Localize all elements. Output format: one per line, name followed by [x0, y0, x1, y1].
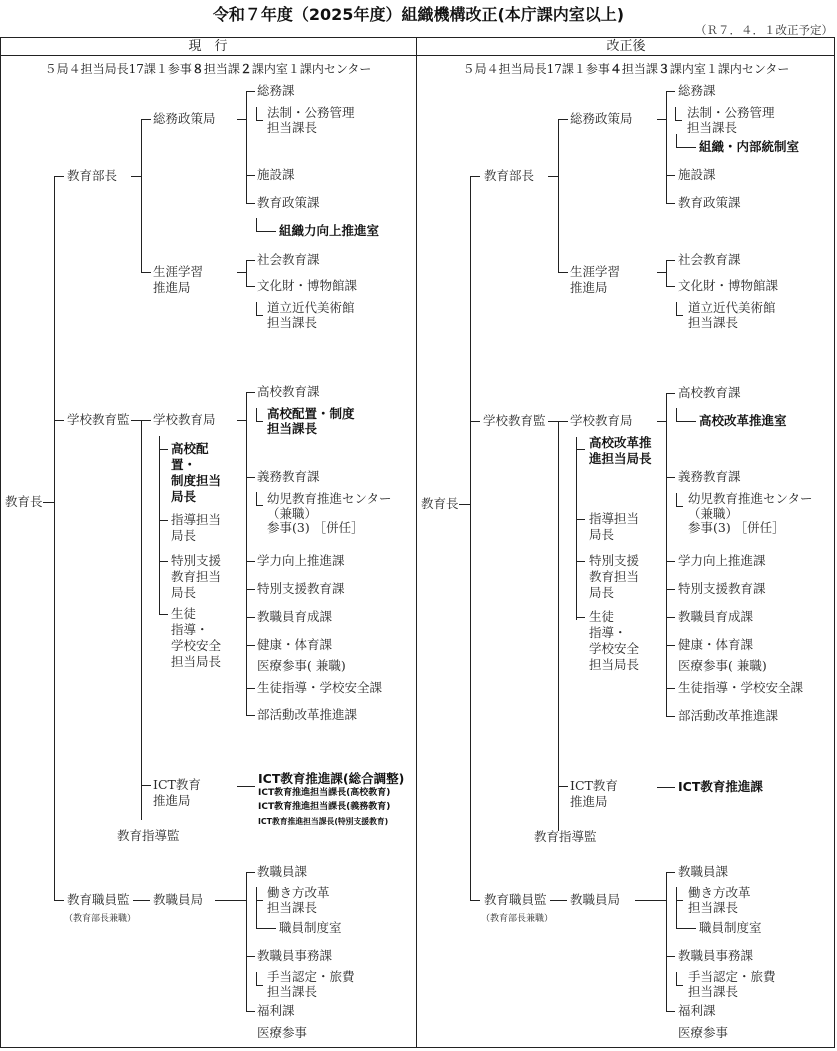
connector	[576, 519, 585, 520]
connector	[246, 589, 255, 590]
node-fukuri-ka: 福利課	[257, 1003, 295, 1018]
node-ikusei-ka: 教職員育成課	[257, 609, 333, 624]
node-gakkou-kyoku: 学校教育局	[153, 412, 216, 427]
node-bijutsukan-1: 道立近代美術館	[267, 300, 355, 315]
connector	[576, 437, 577, 620]
node-seido-shitsu: 職員制度室	[279, 920, 342, 935]
node-shisetsu-ka: 施設課	[678, 167, 716, 182]
connector	[54, 176, 64, 177]
connector	[676, 134, 677, 148]
node-shokuin-kyoku: 教職員局	[153, 892, 204, 907]
connector	[676, 147, 696, 148]
node-kyouikucho: 教育長	[421, 496, 459, 511]
node-kyouikubucho: 教育部長	[484, 168, 535, 183]
connector	[256, 985, 263, 986]
node-kenkou-ka: 健康・体育課	[678, 637, 754, 652]
node-seito-ka: 生徒指導・学校安全課	[257, 680, 383, 695]
node-haichi-kyokucho-2: 置・	[171, 457, 197, 472]
node-shokuin-kyoku: 教職員局	[570, 892, 621, 907]
connector	[141, 272, 151, 273]
connector	[676, 506, 683, 507]
summary-text: ５局４担当局長17課１参事	[44, 62, 192, 76]
connector	[666, 286, 675, 287]
node-tokubetsu-kyokucho-2: 教育担当	[171, 569, 222, 584]
summary-number: ４	[609, 62, 622, 76]
node-kaikaku-kyokucho-1: 高校改革推	[589, 435, 652, 450]
node-shougai-kyoku-1: 生涯学習	[570, 264, 621, 279]
connector	[666, 477, 675, 478]
connector	[256, 887, 257, 929]
connector	[246, 392, 247, 715]
connector	[666, 956, 675, 957]
node-seito-kyokucho-2: 指導・	[171, 622, 209, 637]
node-iryou-sanji: 医療参事	[678, 1025, 729, 1040]
node-seito-kyokucho-3: 学校安全	[171, 638, 222, 653]
connector	[54, 900, 64, 901]
node-gakuryoku-ka: 学力向上推進課	[257, 553, 345, 568]
connector	[666, 716, 675, 717]
summary-text: 担当課	[203, 62, 240, 76]
connector	[676, 900, 683, 901]
connector	[666, 561, 675, 562]
connector	[159, 436, 160, 614]
connector	[676, 315, 683, 316]
node-koukou-ka: 高校教育課	[257, 384, 320, 399]
summary-revised	[417, 60, 835, 78]
node-teate-1: 手当認定・旅費	[267, 969, 355, 984]
node-seito-kyokucho-4: 担当局長	[171, 654, 222, 669]
node-tokubetsu-kyokucho-1: 特別支援	[171, 553, 222, 568]
connector	[246, 260, 255, 261]
node-youji-kenshoku: （兼職）	[688, 506, 739, 521]
connector	[558, 421, 559, 831]
node-youji-kenshoku: （兼職）	[267, 506, 318, 521]
node-housei-2: 担当課長	[267, 120, 318, 135]
connector	[666, 617, 675, 618]
connector	[246, 872, 247, 1012]
node-housei-1: 法制・公務管理	[687, 105, 775, 120]
connector	[256, 120, 263, 121]
connector	[657, 787, 675, 788]
connector	[246, 175, 255, 176]
node-gimu-ka: 義務教育課	[257, 469, 320, 484]
connector	[666, 1011, 675, 1012]
node-ict-kyoku-2: 推進局	[153, 793, 191, 808]
node-ict-ka: ICT教育推進課	[678, 779, 763, 794]
connector	[54, 420, 64, 421]
node-shidou-kan: 教育指導監	[117, 828, 180, 843]
node-shougai-kyoku-2: 推進局	[570, 280, 608, 295]
summary-number: ３	[657, 62, 670, 76]
node-ict-ka: ICT教育推進課(総合調整)	[258, 771, 405, 786]
node-haichi-kyokucho-3: 制度担当	[171, 473, 222, 488]
node-shokuin-kan-note: （教育部長兼職）	[64, 914, 137, 924]
node-ict-tantou-1: ICT教育推進担当課長(高校教育)	[258, 788, 391, 798]
node-shougai-kyoku-1: 生涯学習	[153, 264, 204, 279]
column-header-current: 現 行	[188, 39, 228, 54]
connector	[558, 119, 568, 120]
connector	[159, 561, 168, 562]
node-bunkazai-ka: 文化財・博物館課	[257, 278, 358, 293]
node-bunkazai-ka: 文化財・博物館課	[678, 278, 779, 293]
connector	[550, 900, 567, 901]
connector	[246, 645, 255, 646]
connector	[676, 972, 677, 986]
node-housei-2: 担当課長	[687, 120, 738, 135]
summary-text: 担当課	[621, 62, 658, 76]
connector	[666, 393, 667, 717]
connector	[141, 119, 142, 273]
node-teate-1: 手当認定・旅費	[688, 969, 776, 984]
connector	[676, 408, 677, 422]
node-shokuin-kan: 教育職員監	[484, 892, 547, 907]
connector	[675, 107, 676, 121]
node-bukatsu-ka: 部活動改革推進課	[678, 708, 779, 723]
node-seito-kyokucho-1: 生徒	[589, 609, 615, 624]
node-ict-tantou-2: ICT教育推進担当課長(義務教育)	[258, 802, 391, 812]
connector	[256, 928, 276, 929]
connector	[256, 900, 263, 901]
node-kyouikubucho: 教育部長	[67, 168, 118, 183]
column-divider	[416, 37, 417, 1048]
connector	[558, 786, 568, 787]
node-shisetsu-ka: 施設課	[257, 167, 295, 182]
node-youji-sanji: 参事(3) ［併任］	[688, 520, 785, 535]
connector	[256, 408, 257, 422]
connector	[159, 449, 168, 450]
node-tokubetsu-kyokucho-3: 局長	[171, 585, 197, 600]
node-iryou-sanji: 医療参事	[257, 1025, 308, 1040]
node-gakkou-kyoku: 学校教育局	[570, 413, 633, 428]
node-youji-sanji: 参事(3) ［併任］	[267, 520, 364, 535]
node-ict-tantou-3: ICT教育推進担当課長(特別支援教育)	[258, 817, 389, 826]
connector	[246, 286, 255, 287]
node-seido-shitsu: 職員制度室	[699, 920, 762, 935]
connector	[215, 900, 247, 901]
node-soumu-kyoku: 総務政策局	[153, 111, 216, 126]
schedule-note: （Ｒ７．４．１改正予定）	[695, 23, 833, 37]
node-soumu-kyoku: 総務政策局	[570, 111, 633, 126]
connector	[666, 175, 675, 176]
node-soumu-ka: 総務課	[678, 83, 716, 98]
node-gakkou-kan: 学校教育監	[67, 412, 130, 427]
node-jimu-ka: 教職員事務課	[678, 948, 754, 963]
connector	[666, 91, 675, 92]
connector	[246, 91, 255, 92]
node-shakai-ka: 社会教育課	[678, 252, 741, 267]
node-jimu-ka: 教職員事務課	[257, 948, 333, 963]
node-haichi-ka-2: 担当課長	[267, 421, 318, 436]
summary-text: 課内室１課内センター	[669, 62, 790, 76]
node-seito-ka: 生徒指導・学校安全課	[678, 680, 804, 695]
node-hataraki-1: 働き方改革	[688, 885, 751, 900]
node-hataraki-2: 担当課長	[267, 900, 318, 915]
node-gakuryoku-ka: 学力向上推進課	[678, 553, 766, 568]
node-ict-kyoku-2: 推進局	[570, 794, 608, 809]
connector	[256, 302, 257, 316]
connector	[141, 420, 142, 820]
node-kaikaku-kyokucho-2: 進担当局長	[589, 451, 652, 466]
node-shidou-kyokucho-1: 指導担当	[171, 512, 222, 527]
node-shidou-kyokucho-1: 指導担当	[589, 511, 640, 526]
connector	[246, 392, 255, 393]
node-koukou-ka: 高校教育課	[678, 385, 741, 400]
connector	[246, 203, 255, 204]
connector	[666, 91, 667, 204]
connector	[256, 231, 276, 232]
node-tokubetsu-ka: 特別支援教育課	[678, 581, 766, 596]
connector	[676, 421, 696, 422]
node-tokubetsu-ka: 特別支援教育課	[257, 581, 345, 596]
connector	[666, 260, 675, 261]
node-youji-center: 幼児教育推進センター	[688, 491, 813, 506]
node-shidou-kyokucho-2: 局長	[589, 527, 615, 542]
connector	[246, 617, 255, 618]
node-ict-kyoku-1: ICT教育	[153, 777, 201, 792]
connector	[666, 645, 675, 646]
connector	[256, 972, 257, 986]
connector	[676, 887, 677, 929]
connector	[256, 315, 263, 316]
connector	[576, 561, 585, 562]
connector	[558, 119, 559, 273]
connector	[666, 688, 675, 689]
node-seito-kyokucho-2: 指導・	[589, 625, 627, 640]
node-gakkou-kan: 学校教育監	[483, 413, 546, 428]
node-shokuin-ka: 教職員課	[678, 864, 729, 879]
connector	[666, 872, 667, 1012]
node-shakai-ka: 社会教育課	[257, 252, 320, 267]
node-seito-kyokucho-3: 学校安全	[589, 641, 640, 656]
node-ict-kyoku-1: ICT教育	[570, 778, 618, 793]
connector	[676, 493, 677, 507]
node-haichi-kyokucho-4: 局長	[171, 489, 197, 504]
node-haichi-ka-1: 高校配置・制度	[267, 406, 355, 421]
node-soshikiryoku-shitsu: 組織力向上推進室	[279, 223, 380, 238]
summary-number: ８	[191, 62, 204, 76]
node-seito-kyokucho-4: 担当局長	[589, 657, 640, 672]
connector	[666, 872, 675, 873]
node-bijutsukan-1: 道立近代美術館	[688, 300, 776, 315]
node-iryou-sanji-kenshoku: 医療参事( 兼職)	[257, 658, 346, 673]
node-seito-kyokucho-1: 生徒	[171, 606, 197, 621]
connector	[558, 272, 568, 273]
node-shokuin-kan-note: （教育部長兼職）	[481, 914, 554, 924]
node-fukuri-ka: 福利課	[678, 1003, 716, 1018]
node-tokubetsu-kyokucho-2: 教育担当	[589, 569, 640, 584]
connector	[675, 120, 682, 121]
connector	[256, 421, 263, 422]
node-hataraki-2: 担当課長	[688, 900, 739, 915]
summary-text: 課内室１課内センター	[251, 62, 372, 76]
connector	[635, 900, 667, 901]
node-tokubetsu-kyokucho-3: 局長	[589, 585, 615, 600]
node-kenkou-ka: 健康・体育課	[257, 637, 333, 652]
connector	[159, 520, 168, 521]
connector	[246, 956, 255, 957]
connector	[256, 107, 257, 121]
node-kaikaku-shitsu: 高校改革推進室	[699, 413, 787, 428]
connector	[256, 505, 263, 506]
node-shokuin-kan: 教育職員監	[67, 892, 130, 907]
node-kyouikucho: 教育長	[5, 494, 43, 509]
column-header-revised: 改正後	[606, 39, 646, 54]
node-housei-1: 法制・公務管理	[267, 105, 355, 120]
connector	[246, 872, 255, 873]
node-ikusei-ka: 教職員育成課	[678, 609, 754, 624]
node-haichi-kyokucho-1: 高校配	[171, 441, 209, 456]
node-youji-center: 幼児教育推進センター	[267, 491, 392, 506]
connector	[470, 176, 471, 901]
connector	[54, 176, 55, 901]
summary-current	[0, 60, 416, 78]
connector	[666, 260, 667, 287]
node-tokubetsu-kyokucho-1: 特別支援	[589, 553, 640, 568]
connector	[666, 203, 675, 204]
connector	[470, 900, 480, 901]
connector	[237, 786, 255, 787]
node-bukatsu-ka: 部活動改革推進課	[257, 707, 358, 722]
node-hataraki-1: 働き方改革	[267, 885, 330, 900]
connector	[246, 91, 247, 204]
connector	[470, 176, 480, 177]
header-divider	[0, 55, 835, 56]
connector	[246, 260, 247, 287]
node-seisaku-ka: 教育政策課	[678, 195, 741, 210]
connector	[159, 614, 168, 615]
connector	[246, 561, 255, 562]
connector	[676, 928, 696, 929]
node-shokuin-ka: 教職員課	[257, 864, 308, 879]
connector	[666, 589, 675, 590]
connector	[576, 449, 585, 450]
node-bijutsukan-2: 担当課長	[267, 315, 318, 330]
connector	[666, 393, 675, 394]
connector	[576, 617, 585, 618]
page-title: 令和７年度（2025年度）組織機構改正(本庁課内室以上)	[212, 5, 625, 24]
connector	[141, 119, 151, 120]
node-seisaku-ka: 教育政策課	[257, 195, 320, 210]
node-teate-2: 担当課長	[688, 984, 739, 999]
node-gimu-ka: 義務教育課	[678, 469, 741, 484]
node-naibu-tousei-shitsu: 組織・内部統制室	[699, 139, 800, 154]
summary-number: ２	[239, 62, 252, 76]
connector	[246, 715, 255, 716]
node-shidou-kyokucho-2: 局長	[171, 528, 197, 543]
node-soumu-ka: 総務課	[257, 83, 295, 98]
connector	[470, 421, 480, 422]
node-teate-2: 担当課長	[267, 984, 318, 999]
node-shougai-kyoku-2: 推進局	[153, 280, 191, 295]
node-shidou-kan: 教育指導監	[534, 829, 597, 844]
connector	[246, 688, 255, 689]
node-bijutsukan-2: 担当課長	[688, 315, 739, 330]
connector	[256, 492, 257, 506]
connector	[676, 985, 683, 986]
connector	[676, 302, 677, 316]
connector	[133, 900, 150, 901]
node-iryou-sanji-kenshoku: 医療参事( 兼職)	[678, 658, 767, 673]
connector	[246, 1011, 255, 1012]
connector	[141, 785, 151, 786]
connector	[256, 218, 257, 232]
summary-text: ５局４担当局長17課１参事	[462, 62, 610, 76]
connector	[246, 477, 255, 478]
